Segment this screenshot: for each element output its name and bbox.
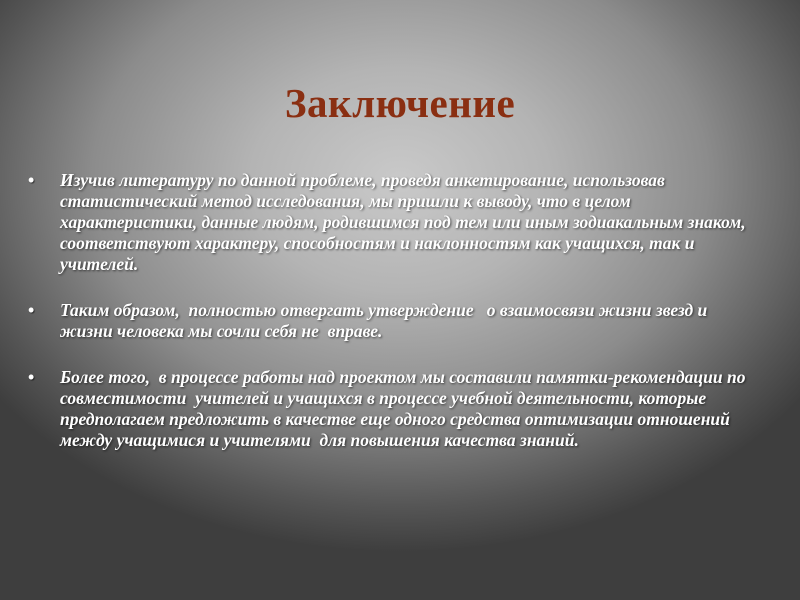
bullet-item: [28, 170, 750, 275]
bullet-dot-icon: •: [28, 170, 35, 190]
bullet-dot-icon: •: [28, 300, 35, 320]
bullet-item: [28, 300, 750, 342]
bullet-text-statement: Таким образом, полностью отвергать утверждение о взаимосвязи жизни звезд и жизни человека мы сочли себя не вправе.: [60, 300, 712, 341]
bullet-dot-icon: •: [28, 367, 35, 387]
bullet-item: [28, 367, 750, 451]
bullet-text-conclusion: Изучив литературу по данной проблеме, проведя анкетирование, использовав статистический метод исследования, мы пришли к выводу, что в целом характеристики, данные людям, родившимся под тем или иным зодиакальным знаком, соответствуют характеру, способностям и наклонностям как учащихся, так и учителей.: [60, 170, 750, 274]
bullet-text-recommendations: Более того, в процессе работы над проектом мы составили памятки-рекомендации по совместимости учителей и учащихся в процессе учебной деятельности, которые предполагаем предложить в качестве еще одного средства оптимизации отношений между учащимися и учителями для повышения качества знаний.: [60, 367, 750, 450]
slide-title: Заключение: [284, 80, 516, 127]
bullet-list: [28, 170, 750, 476]
